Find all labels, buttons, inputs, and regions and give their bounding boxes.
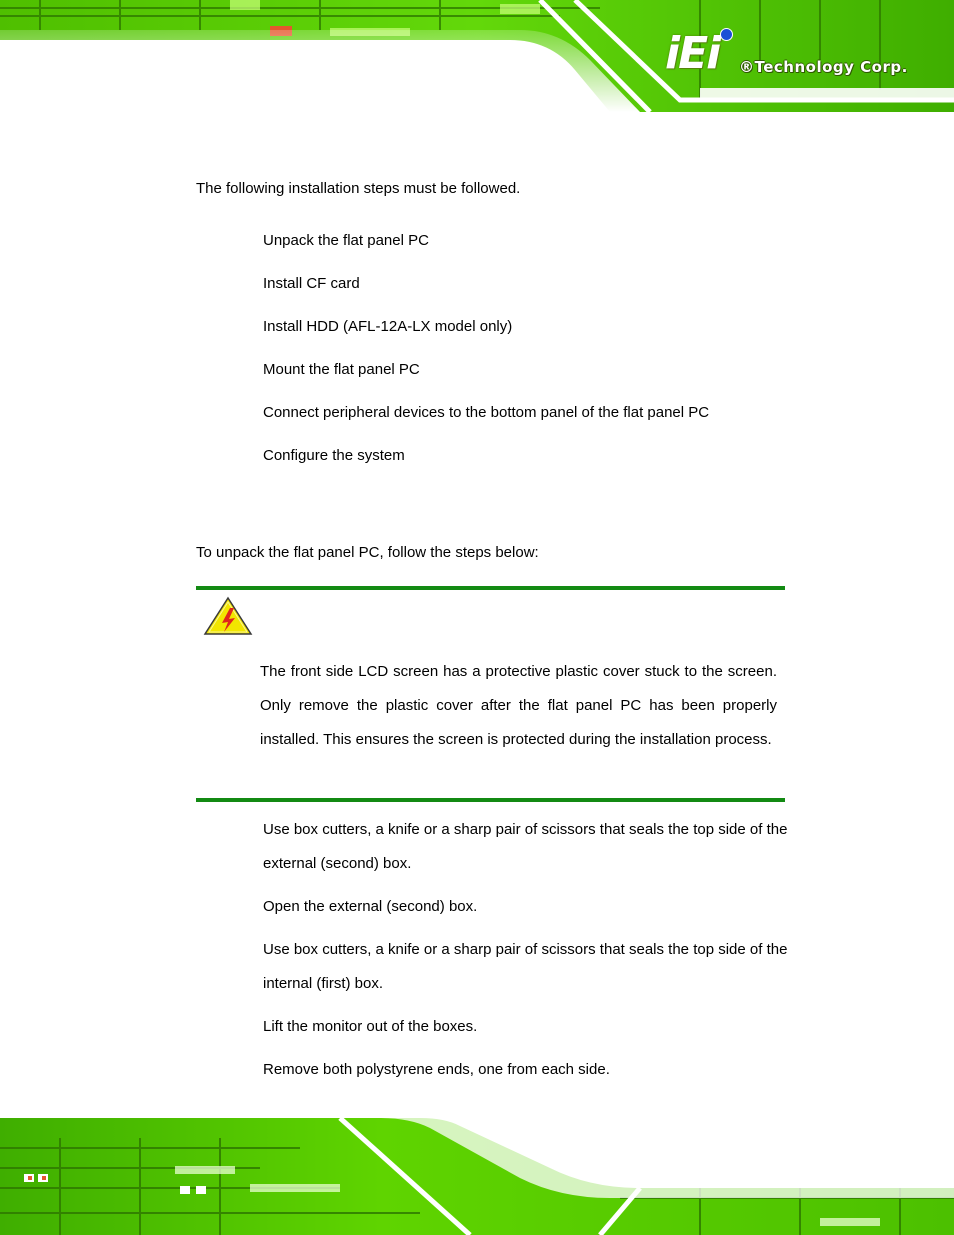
- logo-dot-icon: [720, 28, 733, 41]
- list-item: Lift the monitor out of the boxes.: [263, 1018, 478, 1035]
- list-item: Connect peripheral devices to the bottom panel of the flat panel PC: [263, 404, 710, 421]
- list-item: Use box cutters, a knife or a sharp pair of scissors that seals the top side of the: [263, 821, 788, 838]
- list-item: Open the external (second) box.: [263, 898, 478, 915]
- intro-text: The following installation steps must be followed.: [196, 180, 521, 197]
- unpack-intro-text: To unpack the flat panel PC, follow the steps below:: [196, 544, 539, 561]
- list-item: Use box cutters, a knife or a sharp pair of scissors that seals the top side of the: [263, 941, 788, 958]
- footer-banner: [0, 1118, 954, 1235]
- list-item: Mount the flat panel PC: [263, 361, 420, 378]
- logo-mark: iEi: [665, 28, 720, 79]
- circuit-board-footer-graphic: [0, 1118, 954, 1235]
- list-item: Configure the system: [263, 447, 405, 464]
- list-item: Remove both polystyrene ends, one from each side.: [263, 1061, 610, 1078]
- list-item-continuation: internal (first) box.: [263, 975, 384, 992]
- warning-bottom-rule: [196, 798, 785, 802]
- company-logo: [665, 24, 945, 84]
- list-item: Unpack the flat panel PC: [263, 232, 429, 249]
- header-banner: [0, 0, 954, 112]
- list-item-continuation: external (second) box.: [263, 855, 412, 872]
- warning-triangle-icon: [203, 596, 253, 636]
- list-item: Install CF card: [263, 275, 360, 292]
- list-item: Install HDD (AFL-12A-LX model only): [263, 318, 513, 335]
- company-name: ®Technology Corp.: [739, 58, 908, 76]
- warning-text: The front side LCD screen has a protective plastic cover stuck to the screen. Only remove the plastic cover after the flat panel PC has been properly installed. This ensures the screen is protected during the installation process.: [260, 663, 777, 748]
- warning-top-rule: [196, 586, 785, 590]
